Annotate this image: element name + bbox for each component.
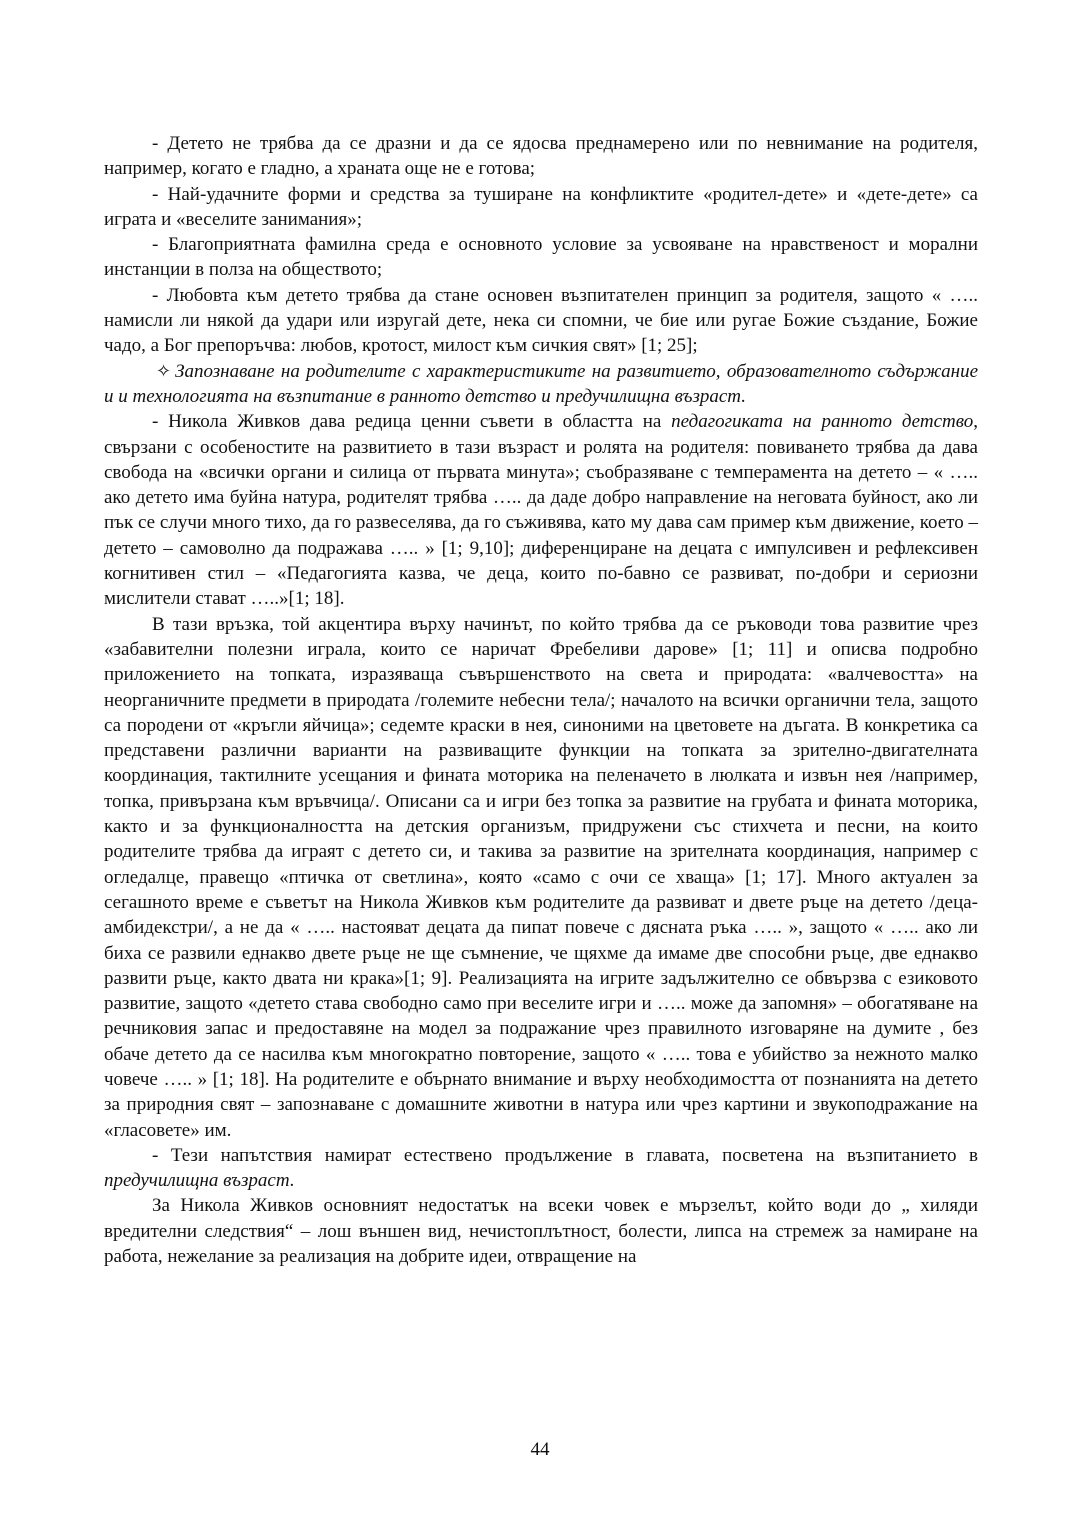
paragraph-8-part-a: - Тези напътствия намират естествено продължение в главата, посветена на възпитанието в	[152, 1144, 978, 1166]
paragraph-9: За Никола Живков основният недостатък на всеки човек е мързелът, който води до „ хиляди вредителни следствия“ – лош външен вид, нечистоплътност, болести, липса на стремеж за намиране на работа, нежелание за реализация на добрите идеи, отвращение на	[104, 1195, 978, 1268]
paragraph-2: - Най-удачните форми и средства за туширане на конфликтите «родител-дете» и «дете-дете» са играта и «веселите занимания»;	[104, 183, 978, 230]
paragraph-8-part-b: .	[289, 1170, 295, 1192]
section-heading	[104, 359, 978, 410]
paragraph-1: - Детето не трябва да се дразни и да се ядосва преднамерено или по невнимание на родителя, например, когато е гладно, а храната още не е готова;	[104, 133, 978, 180]
paragraph-8	[104, 1143, 978, 1194]
paragraph-3: - Благоприятната фамилна среда е основното условие за усвояване на нравственост и морални инстанции в полза на обществото;	[104, 234, 978, 281]
document-body	[104, 131, 978, 1269]
page-number: 44	[530, 1439, 550, 1460]
paragraph-8-emphasis: предучилищна възраст	[104, 1170, 290, 1192]
four-point-star-icon: ✧	[156, 360, 172, 381]
paragraph-6-part-a: - Никола Живков дава редица ценни съвети в областта на	[152, 411, 672, 433]
paragraph-4: - Любовта към детето трябва да стане основен възпитателен принцип за родителя, защото « ….. намисли ли някой да удари или изругай дете, нека си спомни, че бие или ругае Божие създание, Божие чадо, а Бог препоръчва: любов, кротост, милост към сичкия свят» [1; 25];	[104, 284, 978, 357]
paragraph-6	[104, 409, 978, 611]
paragraph-6-part-b: , свързани с особеностите на развитието в тази възраст и ролята на родителя: повиването трябва да дава свобода на «всички органи и силица от първата минута»; съобразяване с темперамента на детето – « ….. ако детето има буйна натура, родителят трябва ….. да даде добро направление на неговата буйност, ако ли пък се случи много тихо, да го развеселява, да го съживява, като му дава сам пример към движение, което – детето – самоволно да подражава ….. » [1; 9,10]; диференциране на децата с импулсивен и рефлексивен когнитивен стил – «Педагогията казва, че деца, които по-бавно се развиват, по-добри и сериозни мислители стават …..»[1; 18].	[104, 411, 978, 610]
section-heading-text: Запознаване на родителите с характеристиките на развитието, образователното съдържание и и технологията на възпитание в ранното детство и предучилищна възраст.	[104, 360, 978, 407]
paragraph-7: В тази връзка, той акцентира върху начинът, по който трябва да се ръководи това развитие чрез «забавителни полезни играла, които се наричат Фребеливи дарове» [1; 11] и описва подробно приложението на топката, изразяваща съвършенството на света и природата: «валчевостта» на неорганичните предмети в природата /големите небесни тела/; началото на всички органични тела, защото са породени от «кръгли яйчица»; седемте краски в нея, синоними на цветовете на дъгата. В конкретика са представени различни варианти на развиващите функции на топката за зрително-двигателната координация, тактилните усещания и фината моторика на пеленачето в люлката и извън нея /например, топка, привързана към връвчица/. Описани са и игри без топка за развитие на грубата и фината моторика, както и за функционалността на детския организъм, придружени със стихчета и песни, на които родителите трябва да играят с детето си, и такива за развитие на зрителната координация, например с огледалце, правещо «птичка от светлина», която «само с очи се хваща» [1; 17]. Много актуален за сегашното време е съветът на Никола Живков към родителите да развиват и двете ръце на детето /деца-амбидекстри/, а не да « ….. настояват децата да пипат повече с дясната ръка ….. », защото « ….. ако ли биха се развили еднакво двете ръце не ще съмнение, че щяхме да имаме две способни ръце, две еднакво развити ръце, както двата ни крака»[1; 9]. Реализацията на игрите задължително се обвързва с езиковото развитие, защото «детето става свободно само при веселите игри и ….. може да запомня» – обогатяване на речниковия запас и предоставяне на модел за подражание чрез правилното изговаряне на думите , без обаче детето да се насилва към многократно повторение, защото « ….. това е убийство за нежното малко човече ….. » [1; 18]. На родителите е обърнато внимание и върху необходимостта от познанията на детето за природния свят – запознаване с домашните животни в натура или чрез картини и звукоподражание на «гласовете» им.	[104, 613, 978, 1141]
paragraph-6-emphasis: педагогиката на ранното детство	[671, 411, 974, 433]
